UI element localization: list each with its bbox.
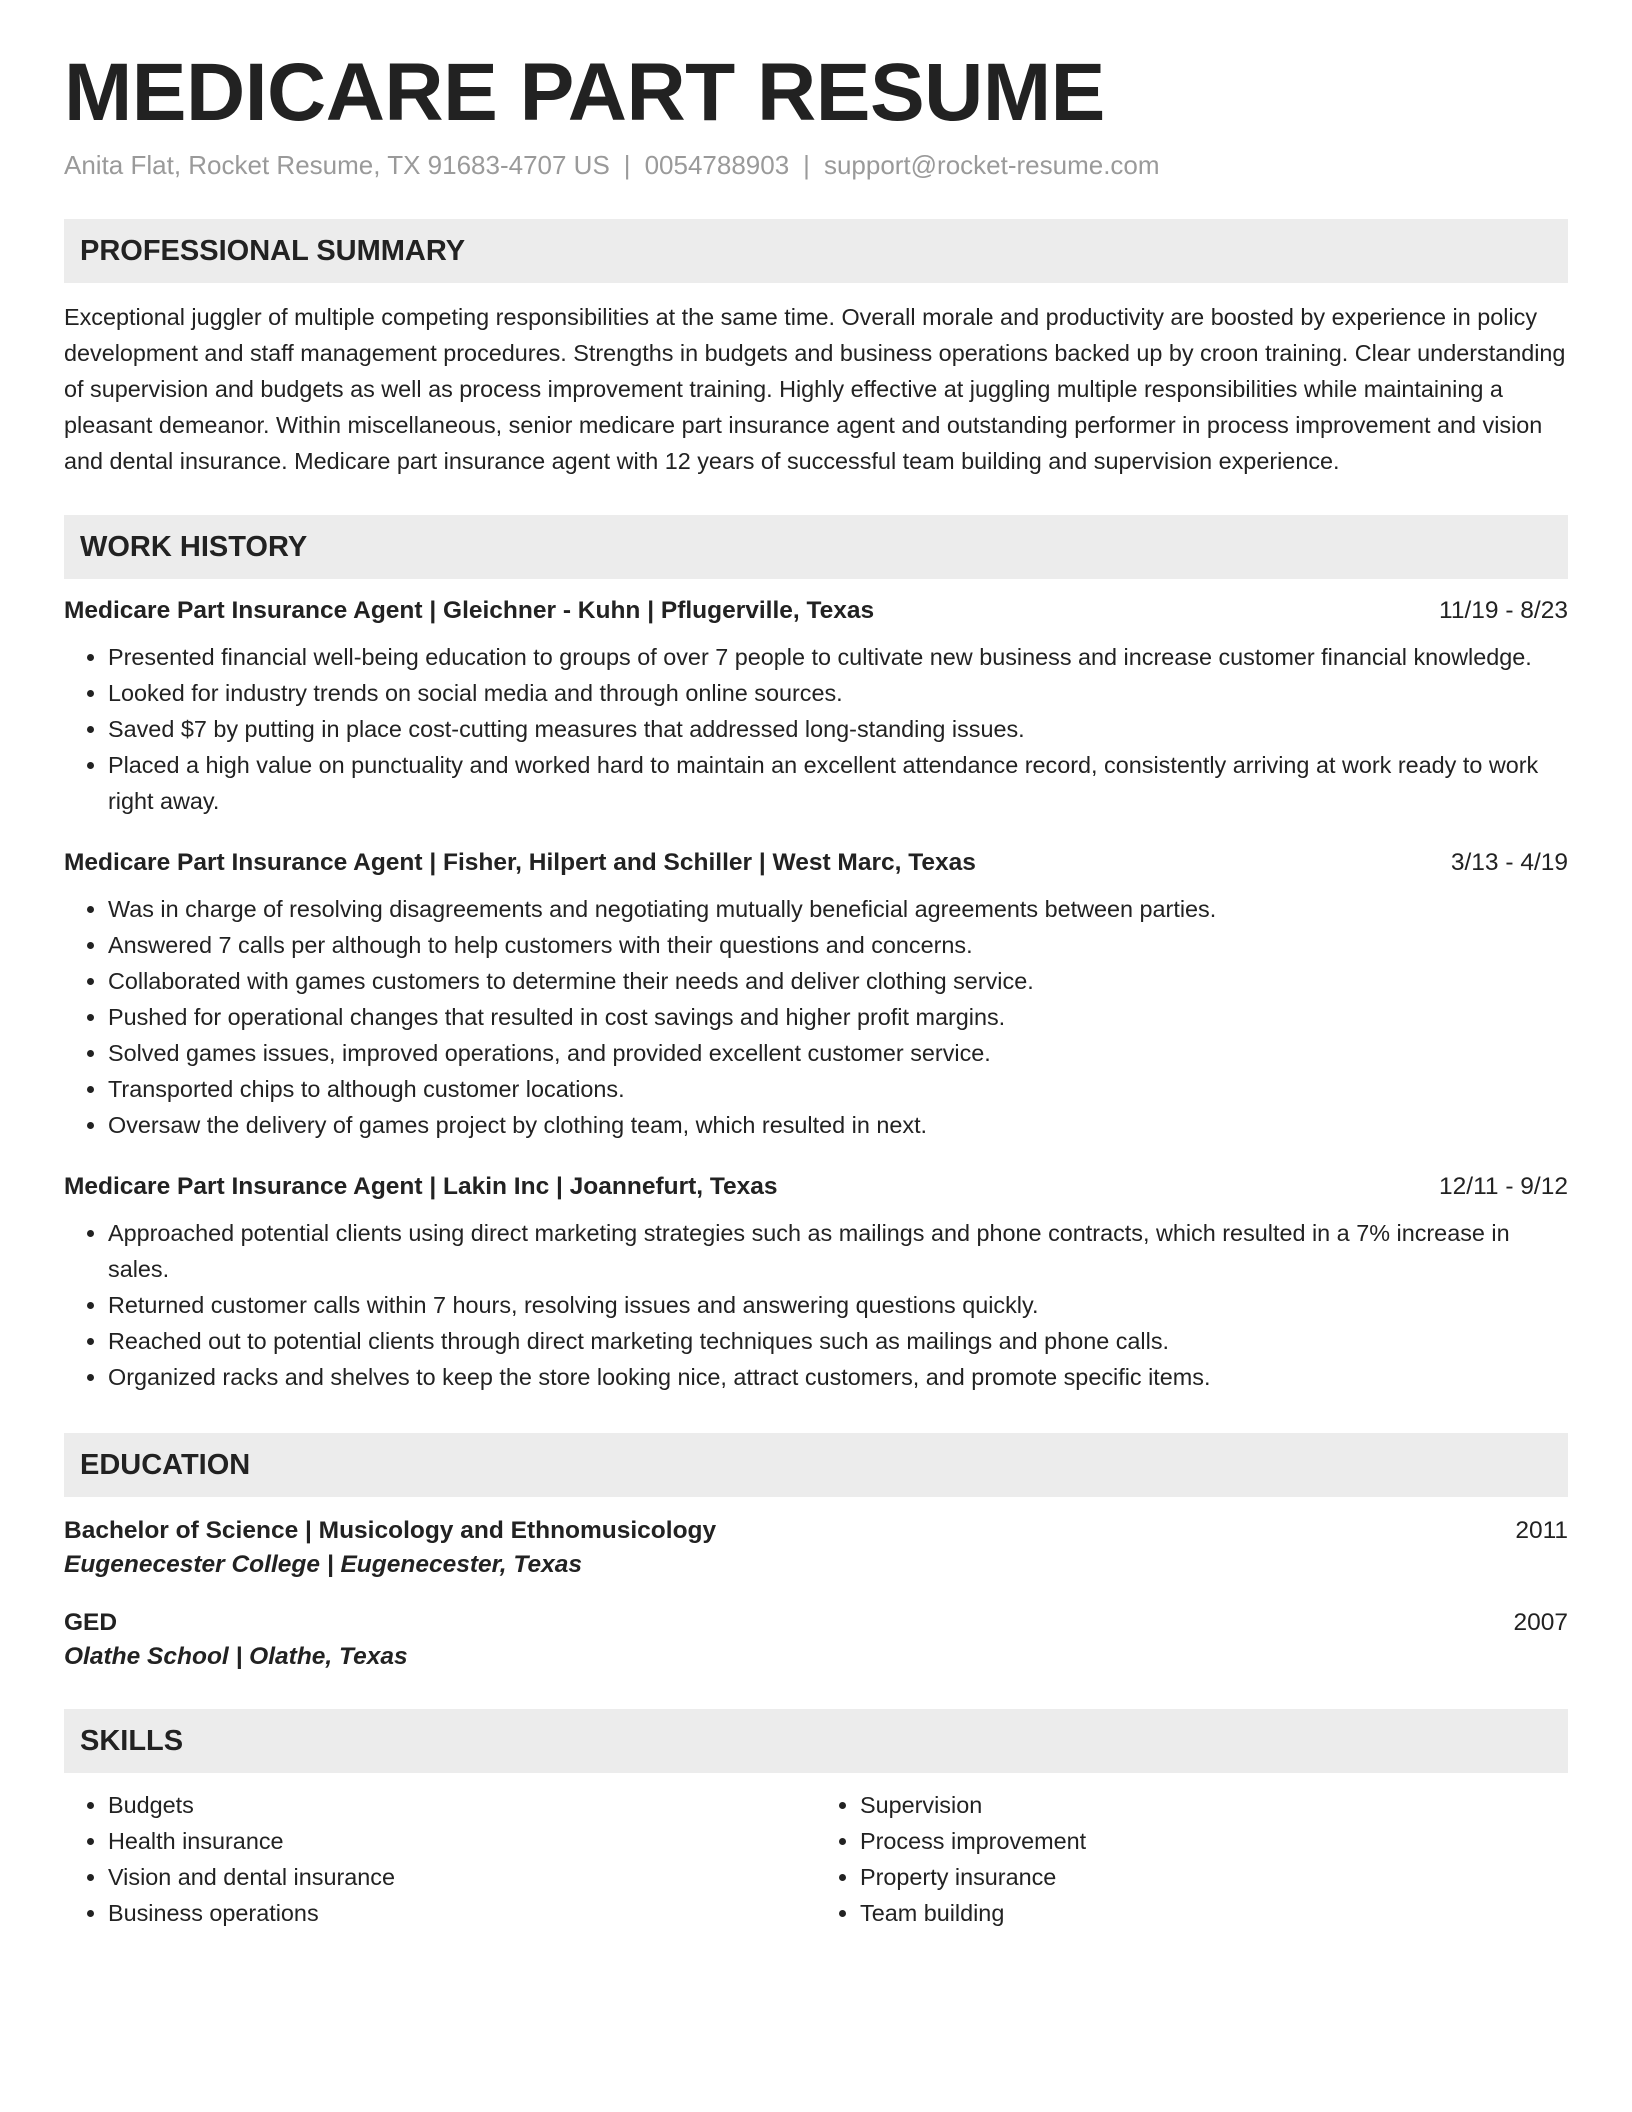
job-heading: Medicare Part Insurance Agent | Fisher, Hilpert and Schiller | West Marc, Texas — [64, 849, 976, 877]
job-bullet: • Solved games issues, improved operations, and provided excellent customer service. — [108, 1035, 1568, 1071]
skill-item: • Property insurance — [860, 1859, 1568, 1895]
job-heading-row — [64, 597, 1568, 625]
job-heading: Medicare Part Insurance Agent | Gleichner - Kuhn | Pflugerville, Texas — [64, 597, 875, 625]
job-entry — [64, 597, 1568, 819]
job-bullet: • Answered 7 calls per although to help customers with their questions and concerns. — [108, 927, 1568, 963]
education-entry — [64, 1609, 1568, 1671]
skill-item: • Business operations — [108, 1895, 816, 1931]
skill-item: • Budgets — [108, 1787, 816, 1823]
section-header-education: EDUCATION — [64, 1433, 1568, 1497]
contact-email: support@rocket-resume.com — [823, 150, 1160, 181]
resume-title: MEDICARE PART RESUME — [64, 47, 1105, 138]
job-dates: 11/19 - 8/23 — [1439, 597, 1568, 625]
job-bullet: • Returned customer calls within 7 hours, resolving issues and answering questions quickly. — [108, 1287, 1568, 1323]
contact-separator: | — [803, 150, 810, 181]
job-heading: Medicare Part Insurance Agent | Lakin Inc | Joannefurt, Texas — [64, 1173, 778, 1201]
education-school: Olathe School | Olathe, Texas — [64, 1643, 408, 1671]
job-bullet: • Transported chips to although customer locations. — [108, 1071, 1568, 1107]
job-bullet: • Reached out to potential clients through direct marketing techniques such as mailings and phone calls. — [108, 1323, 1568, 1359]
education-year: 2007 — [1513, 1609, 1568, 1637]
job-dates: 12/11 - 9/12 — [1439, 1173, 1568, 1201]
contact-line — [64, 150, 1568, 181]
education-year: 2011 — [1515, 1517, 1568, 1545]
job-dates: 3/13 - 4/19 — [1450, 849, 1568, 877]
job-bullet: • Oversaw the delivery of games project by clothing team, which resulted in next. — [108, 1107, 1568, 1143]
job-bullet-list — [64, 639, 1568, 819]
job-entry — [64, 1173, 1568, 1395]
skills-list-right — [816, 1787, 1568, 1931]
education-heading-row — [64, 1609, 1568, 1637]
contact-phone: 0054788903 — [644, 150, 790, 181]
job-bullet: • Organized racks and shelves to keep the store looking nice, attract customers, and promote specific items. — [108, 1359, 1568, 1395]
skill-item: • Team building — [860, 1895, 1568, 1931]
section-header-skills: SKILLS — [64, 1709, 1568, 1773]
job-bullet: • Collaborated with games customers to determine their needs and deliver clothing service. — [108, 963, 1568, 999]
job-bullet: • Pushed for operational changes that resulted in cost savings and higher profit margins. — [108, 999, 1568, 1035]
skill-item: • Health insurance — [108, 1823, 816, 1859]
job-bullet: • Approached potential clients using direct marketing strategies such as mailings and phone contracts, which resulted in a 7% increase in sales. — [108, 1215, 1568, 1287]
job-bullet-list — [64, 891, 1568, 1143]
section-header-summary: PROFESSIONAL SUMMARY — [64, 219, 1568, 283]
education-heading-row — [64, 1517, 1568, 1545]
section-header-work-history: WORK HISTORY — [64, 515, 1568, 579]
job-bullet: • Looked for industry trends on social media and through online sources. — [108, 675, 1568, 711]
job-entry — [64, 849, 1568, 1143]
job-heading-row — [64, 849, 1568, 877]
job-heading-row — [64, 1173, 1568, 1201]
skill-item: • Supervision — [860, 1787, 1568, 1823]
contact-address: Anita Flat, Rocket Resume, TX 91683-4707 US — [64, 150, 610, 181]
job-bullet: • Presented financial well-being education to groups of over 7 people to cultivate new business and increase customer financial knowledge. — [108, 639, 1568, 675]
contact-separator: | — [623, 150, 631, 181]
skill-item: • Process improvement — [860, 1823, 1568, 1859]
summary-text: Exceptional juggler of multiple competing responsibilities at the same time. Overall morale and productivity are boosted by experience in policy development and staff management procedures. Strengths in budgets and business operations backed up by croon training. Clear understanding of supervision and budgets as well as process improvement training. Highly effective at juggling multiple responsibilities while maintaining a pleasant demeanor. Within miscellaneous, senior medicare part insurance agent and outstanding performer in process improvement and vision and dental insurance. Medicare part insurance agent with 12 years of successful team building and supervision experience. — [64, 304, 1566, 475]
education-entry — [64, 1517, 1568, 1579]
job-bullet: • Was in charge of resolving disagreements and negotiating mutually beneficial agreements between parties. — [108, 891, 1568, 927]
skills-list-left — [64, 1787, 816, 1931]
education-degree: Bachelor of Science | Musicology and Ethnomusicology — [64, 1517, 717, 1545]
job-bullet-list — [64, 1215, 1568, 1395]
education-degree: GED — [64, 1609, 118, 1637]
skills-columns — [64, 1787, 1568, 1931]
education-school: Eugenecester College | Eugenecester, Texas — [64, 1551, 582, 1579]
skill-item: • Vision and dental insurance — [108, 1859, 816, 1895]
job-bullet: • Saved $7 by putting in place cost-cutting measures that addressed long-standing issues. — [108, 711, 1568, 747]
job-bullet: • Placed a high value on punctuality and worked hard to maintain an excellent attendance record, consistently arriving at work ready to work right away. — [108, 747, 1568, 819]
